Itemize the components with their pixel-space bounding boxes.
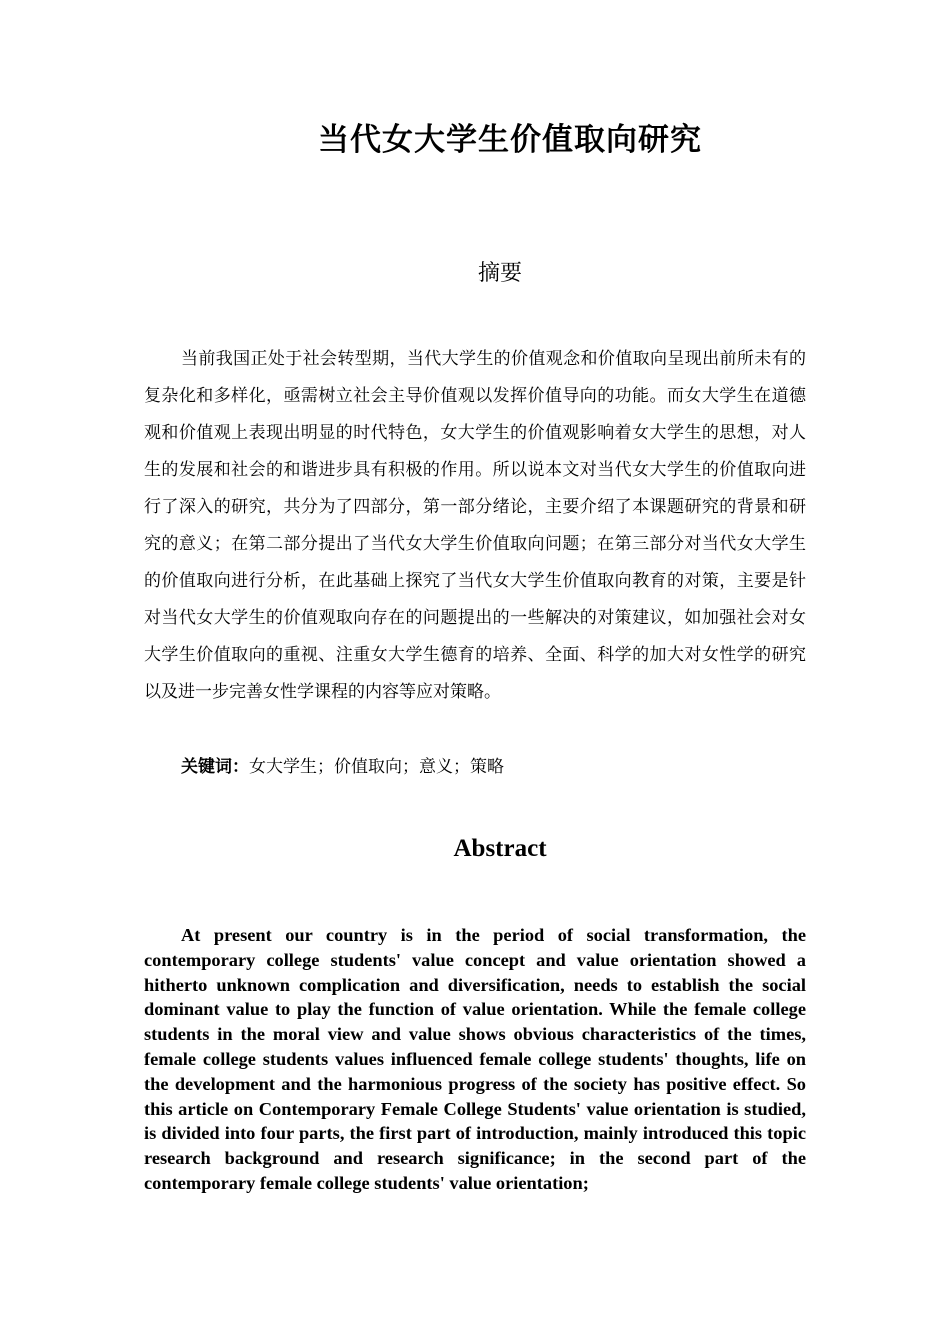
keywords-line <box>181 751 504 783</box>
document-title: 当代女大学生价值取向研究 <box>318 122 702 158</box>
abstract-en-heading: Abstract <box>453 835 547 862</box>
abstract-cn-body: 当前我国正处于社会转型期，当代大学生的价值观念和价值取向呈现出前所未有的复杂化和多样化，亟需树立社会主导价值观以发挥价值导向的功能。而女大学生在道德观和价值观上表现出明显的时代特色，女大学生的价值观影响着女大学生的思想，对人生的发展和社会的和谐进步具有积极的作用。所以说本文对当代女大学生的价值取向进行了深入的研究，共分为了四部分，第一部分绪论，主要介绍了本课题研究的背景和研究的意义；在第二部分提出了当代女大学生价值取向问题；在第三部分对当代女大学生的价值取向进行分析，在此基础上探究了当代女大学生价值取向教育的对策，主要是针对当代女大学生的价值观取向存在的问题提出的一些解决的对策建议，如加强社会对女大学生价值取向的重视、注重女大学生德育的培养、全面、科学的加大对女性学的研究以及进一步完善女性学课程的内容等应对策略。 <box>144 349 806 702</box>
abstract-cn-heading: 摘要 <box>477 261 522 286</box>
abstract-en-body: At present our country is in the period of social transformation, the contemporary college students' value concept and value orientation showed a hitherto unknown complication and diversification, needs to establish the social dominant value to play the function of value orientation. While the female college students in the moral view and value shows obvious characteristics of the times, female college students values influenced female college students' thoughts, life on the development and the harmonious progress of the society has positive effect. So this article on Contemporary Female College Students' value orientation is studied, is divided into four parts, the first part of introduction, mainly introduced this topic research background and research significance; in the second part of the contemporary female college students' value orientation; <box>144 925 806 1193</box>
keywords-value: 女大学生；价值取向；意义；策略 <box>249 757 504 777</box>
keywords-label: 关键词： <box>181 757 249 777</box>
